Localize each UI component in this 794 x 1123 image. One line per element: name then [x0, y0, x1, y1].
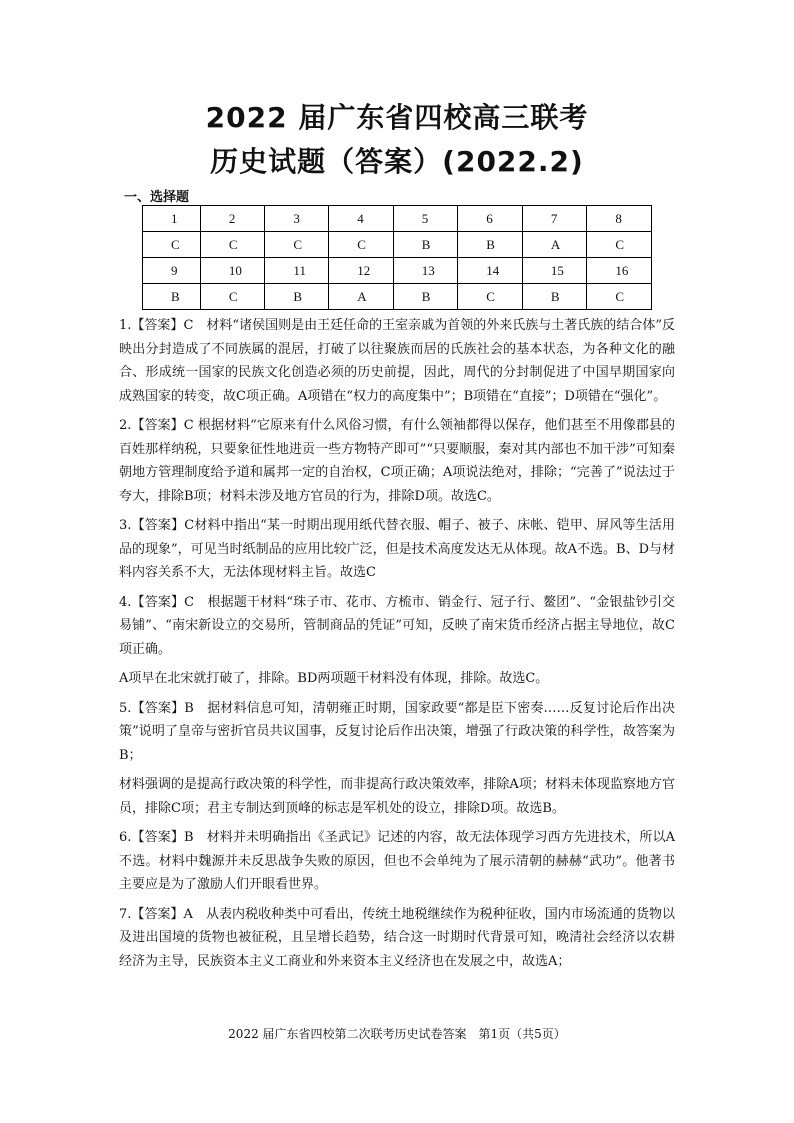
table-cell: C: [458, 284, 523, 310]
explanation-paragraph: 5.【答案】B 据材料信息可知，清朝雍正时期，国家政要“都是臣下密奏……反复讨论后作出决策”说明了皇帝与密折官员共议国事，反复讨论后作出决策，增强了行政决策的科学性，故答案为B；: [119, 700, 675, 763]
table-cell: 2: [200, 206, 265, 232]
table-cell: 13: [393, 258, 458, 284]
table-cell: C: [143, 232, 201, 258]
table-cell: 6: [458, 206, 523, 232]
table-row: [143, 284, 652, 310]
section-heading: 一、选择题: [124, 190, 190, 205]
explanation-paragraph: A项早在北宋就打破了，排除。BD两项题干材料没有体现，排除。故选C。: [119, 671, 549, 686]
table-cell: C: [587, 232, 652, 258]
table-row: [143, 206, 652, 232]
table-cell: B: [522, 284, 587, 310]
table-cell: C: [200, 284, 265, 310]
page-footer: 2022 届广东省四校第二次联考历史试卷答案 第1页（共5页）: [228, 1027, 566, 1041]
explanation-paragraph: 7.【答案】A 从表内税收种类中可看出，传统土地税继续作为税种征收，国内市场流通的货物以及进出国境的货物也被征税，且呈增长趋势，结合这一时期时代背景可知，晚清社会经济以农耕经济为主导，民族资本主义工商业和外来资本主义经济也在发展之中，故选A；: [119, 906, 675, 969]
table-row: [143, 232, 652, 258]
table-cell: 3: [265, 206, 329, 232]
table-cell: B: [458, 232, 523, 258]
table-cell: C: [265, 232, 329, 258]
table-cell: C: [587, 284, 652, 310]
table-row: [143, 258, 652, 284]
table-cell: B: [265, 284, 329, 310]
explanation-paragraph: 1.【答案】C 材料“诸侯国则是由王廷任命的王室亲戚为首领的外来氏族与土著氏族的结合体”反映出分封造成了不同族属的混居，打破了以往聚族而居的氏族社会的基本状态，为各种文化的融合、形成统一国家的民族文化创造必须的历史前提，因此，周代的分封制促进了中国早期国家向成熟国家的转变，故C项正确。A项错在“权力的高度集中”；B项错在“直接”；D项错在“强化”。: [119, 318, 675, 404]
table-cell: 7: [522, 206, 587, 232]
explanation-paragraph: 6.【答案】B 材料并未明确指出《圣武记》记述的内容，故无法体现学习西方先进技术，所以A不选。材料中魏源并未反思战争失败的原因，但也不会单纯为了展示清朝的赫赫“武功”。他著书主要应是为了激励人们开眼看世界。: [119, 830, 675, 892]
document-subtitle: 历史试题（答案）(2022.2): [210, 145, 584, 178]
table-cell: 9: [143, 258, 201, 284]
explanation-paragraph: 2.【答案】C 根据材料“它原来有什么风俗习惯，有什么领袖都得以保存，他们甚至不用像郡县的百姓那样纳税，只要象征性地进贡一些方物特产即可”“只要顺服，秦对其内部也不加干涉”可知秦朝地方管理制度给予道和属邦一定的自治权，C项正确；A项说法绝对，排除；“完善了”说法过于夸大，排除B项；材料未涉及地方官员的行为，排除D项。故选C。: [119, 418, 675, 504]
explanation-paragraph: 材料强调的是提高行政决策的科学性，而非提高行政决策效率，排除A项；材料未体现监察地方官员，排除C项；君主专制达到顶峰的标志是军机处的设立，排除D项。故选B。: [119, 777, 675, 816]
table-cell: 15: [522, 258, 587, 284]
document-title: 2022 届广东省四校高三联考: [205, 101, 589, 134]
answer-table: [142, 205, 652, 310]
table-cell: A: [329, 284, 394, 310]
answer-explanations: [119, 314, 675, 979]
explanation-paragraph: 3.【答案】C材料中指出“某一时期出现用纸代替衣服、帽子、被子、床帐、铠甲、屏风等生活用品的现象”，可见当时纸制品的应用比较广泛，但是技术高度发达无从体现。故A不选。B、D与材料内容关系不大，无法体现材料主旨。故选C: [119, 518, 676, 580]
table-cell: 16: [587, 258, 652, 284]
table-cell: 12: [329, 258, 394, 284]
table-cell: 1: [143, 206, 201, 232]
table-cell: A: [522, 232, 587, 258]
table-cell: 8: [587, 206, 652, 232]
table-cell: 14: [458, 258, 523, 284]
table-cell: 4: [329, 206, 394, 232]
explanation-paragraph: 4.【答案】C 根据题干材料“珠子市、花市、方梳市、销金行、冠子行、鳌团”、“金银盐钞引交易铺”、“南宋新设立的交易所，管制商品的凭证”可知，反映了南宋货币经济占据主导地位，故C项正确。: [119, 594, 675, 657]
table-cell: 5: [393, 206, 458, 232]
table-cell: C: [329, 232, 394, 258]
table-cell: B: [393, 232, 458, 258]
table-cell: B: [393, 284, 458, 310]
table-cell: B: [143, 284, 201, 310]
table-cell: 10: [200, 258, 265, 284]
table-cell: 11: [265, 258, 329, 284]
table-cell: C: [200, 232, 265, 258]
